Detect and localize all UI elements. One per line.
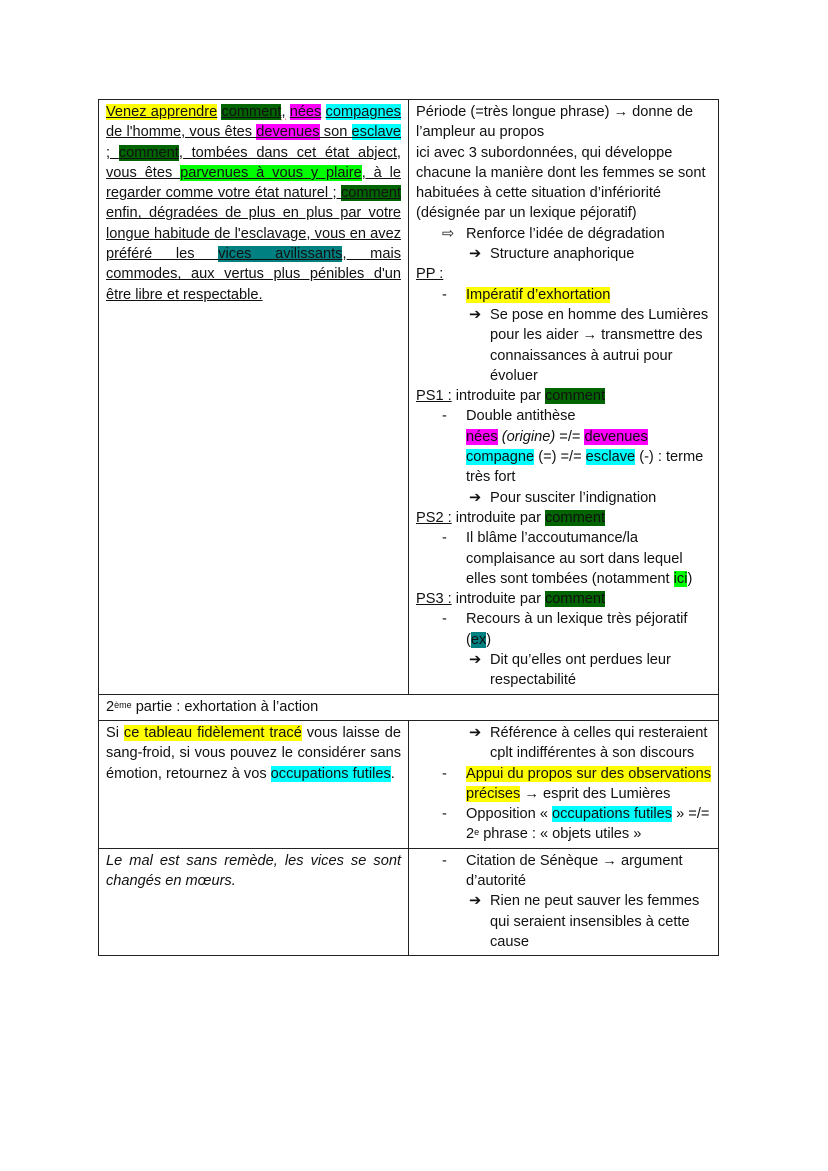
text-segment: , mais commodes, aux vertus plus pénibles d'un être libre et respectable. [106,246,401,303]
text-cell [99,100,409,695]
label-text: PS3 : [416,591,452,608]
table-row [99,100,719,695]
analysis-cell [409,848,719,955]
note-text: Rien ne peut sauver les femmes qui seraient insensibles à cette cause [490,893,700,950]
note-text: » =/= 2 [466,806,710,843]
note-text: Opposition « [466,806,552,823]
text-segment: parvenues à vous y plaire [180,164,362,181]
text-segment: ce tableau fidèlement tracé [123,724,302,741]
dash-bullet: - [442,806,447,823]
note-text: Appui du propos sur des observations précises [466,765,712,802]
note-text: (origine) [497,428,556,445]
dash-bullet: - [442,765,447,782]
text-segment: vous laisse de sang-froid, si vous pouvez le considérer sans émotion, retournez à vos [106,724,401,782]
note-text: Impératif d’exhortation [466,286,611,303]
text-segment: comment [340,185,401,202]
text-segment: comment [221,104,282,120]
text-segment: compagnes [325,104,401,120]
dash-bullet: - [442,286,447,303]
note-text: Référence à celles qui resteraient cplt indifférentes à son discours [490,724,708,762]
text-segment: Venez apprendre [106,104,218,120]
note-text: Renforce l’idée de dégradation [466,225,665,242]
bullet-item [416,851,711,892]
text-segment: son [319,124,352,141]
note-line [416,723,711,764]
section-label [416,386,711,406]
note-text: occupations futiles [552,806,673,823]
text-segment: esclave [351,124,402,141]
dash-bullet: - [442,611,447,628]
note-text: devenues [584,428,648,445]
note-text: (-) : terme très fort [466,449,704,486]
bullet-item [416,764,711,805]
note-text: → esprit des Lumières [520,785,671,802]
section-heading [99,694,719,720]
text-segment: comment [118,144,179,161]
text-segment: occupations futiles [270,765,391,782]
label-text: introduite par [451,388,545,405]
label-text: introduite par [451,509,545,526]
text-segment: Si [106,724,124,741]
note-text: (=) =/= [534,449,586,466]
note-line [416,650,711,691]
note-text: ex [470,631,487,648]
note-text: Citation de Sénèque → argument d’autorité [466,852,683,889]
note-line [416,891,711,952]
analysis-cell [409,720,719,848]
note-text: =/= [555,428,585,445]
note-text: Il blâme l’accoutumance/la complaisance au sort dans lequel elles sont tombées (notamment [466,530,683,587]
text-segment: de l'homme, vous êtes [106,124,257,141]
arrow-icon: ➔ [469,652,482,669]
text-segment: enfin, dégradées de plus en plus par votre longue habitude de l'esclavage, vous en avez préféré les [106,205,401,263]
note-text: ici [673,570,688,587]
text-segment: , à le regarder comme votre état naturel ; [106,164,401,202]
heading-text: 2 [106,698,115,715]
section-label [416,589,711,609]
text-segment: nées [289,104,322,120]
note-text: Double antithèse [466,408,576,425]
note-text: nées [466,428,498,445]
arrow-icon: ➔ [469,893,482,910]
table-row [99,694,719,720]
note-line [416,244,711,264]
text-segment: devenues [256,124,320,141]
note-text: ) [486,631,492,648]
arrow-icon: ➔ [469,489,482,506]
note-line [416,305,711,386]
text-segment: , [281,104,286,120]
analysis-cell [409,100,719,695]
note-line [416,488,711,508]
note-text: esclave [585,449,636,466]
dash-bullet: - [442,852,447,869]
note-text: Recours à un lexique très péjoratif ( [466,611,688,648]
text-segment: , tombées dans cet état abject, vous êtes [106,144,401,181]
label-text: PS2 : [416,509,452,526]
bullet-item [416,406,711,487]
note-text: e [474,827,480,838]
label-text: comment [545,591,606,608]
note-text: Dit qu’elles ont perdues leur respectabilité [490,652,671,689]
note-text: compagne [466,449,535,466]
bullet-item [416,528,711,589]
label-text: PS1 : [416,388,452,405]
dash-bullet: - [442,530,447,547]
note-text: Se pose en homme des Lumières pour les aider → transmettre des connaissances à autrui pour évoluer [490,306,709,384]
heading-text: partie : exhortation à l’action [131,698,319,715]
note-text: Pour susciter l’indignation [490,489,657,506]
section-label: PP : [416,266,444,283]
label-text: comment [545,388,606,405]
arrow-icon: ➔ [469,306,482,323]
bullet-item [416,609,711,650]
analysis-table [98,99,719,956]
note-line: Période (=très longue phrase) → donne de l’ampleur au propos [416,104,694,141]
note-text: ) [687,570,693,587]
text-segment: ; [106,144,119,161]
note-line [416,224,711,244]
label-text: introduite par [451,591,545,608]
text-segment: vices avilissants [218,246,343,263]
bullet-item [416,804,711,845]
table-row [99,720,719,848]
section-label [416,508,711,528]
arrow-icon: ➔ [469,246,482,263]
heading-text: ème [114,699,132,710]
bullet-item [416,285,711,305]
note-text: phrase : « objets utiles » [479,826,642,843]
label-text: comment [545,509,606,526]
arrow-icon: ➔ [469,724,482,741]
text-cell: Le mal est sans remède, les vices se sont changés en mœurs. [99,848,409,955]
text-segment: . [390,765,395,782]
note-text: Structure anaphorique [490,246,635,263]
text-cell [99,720,409,848]
table-row [99,848,719,955]
hollow-arrow-icon: ⇨ [442,225,455,242]
note-line: ici avec 3 subordonnées, qui développe chacune la manière dont les femmes se sont habituées à cette situation d’infériorité (désignée par un lexique péjoratif) [416,144,706,222]
dash-bullet: - [442,408,447,425]
